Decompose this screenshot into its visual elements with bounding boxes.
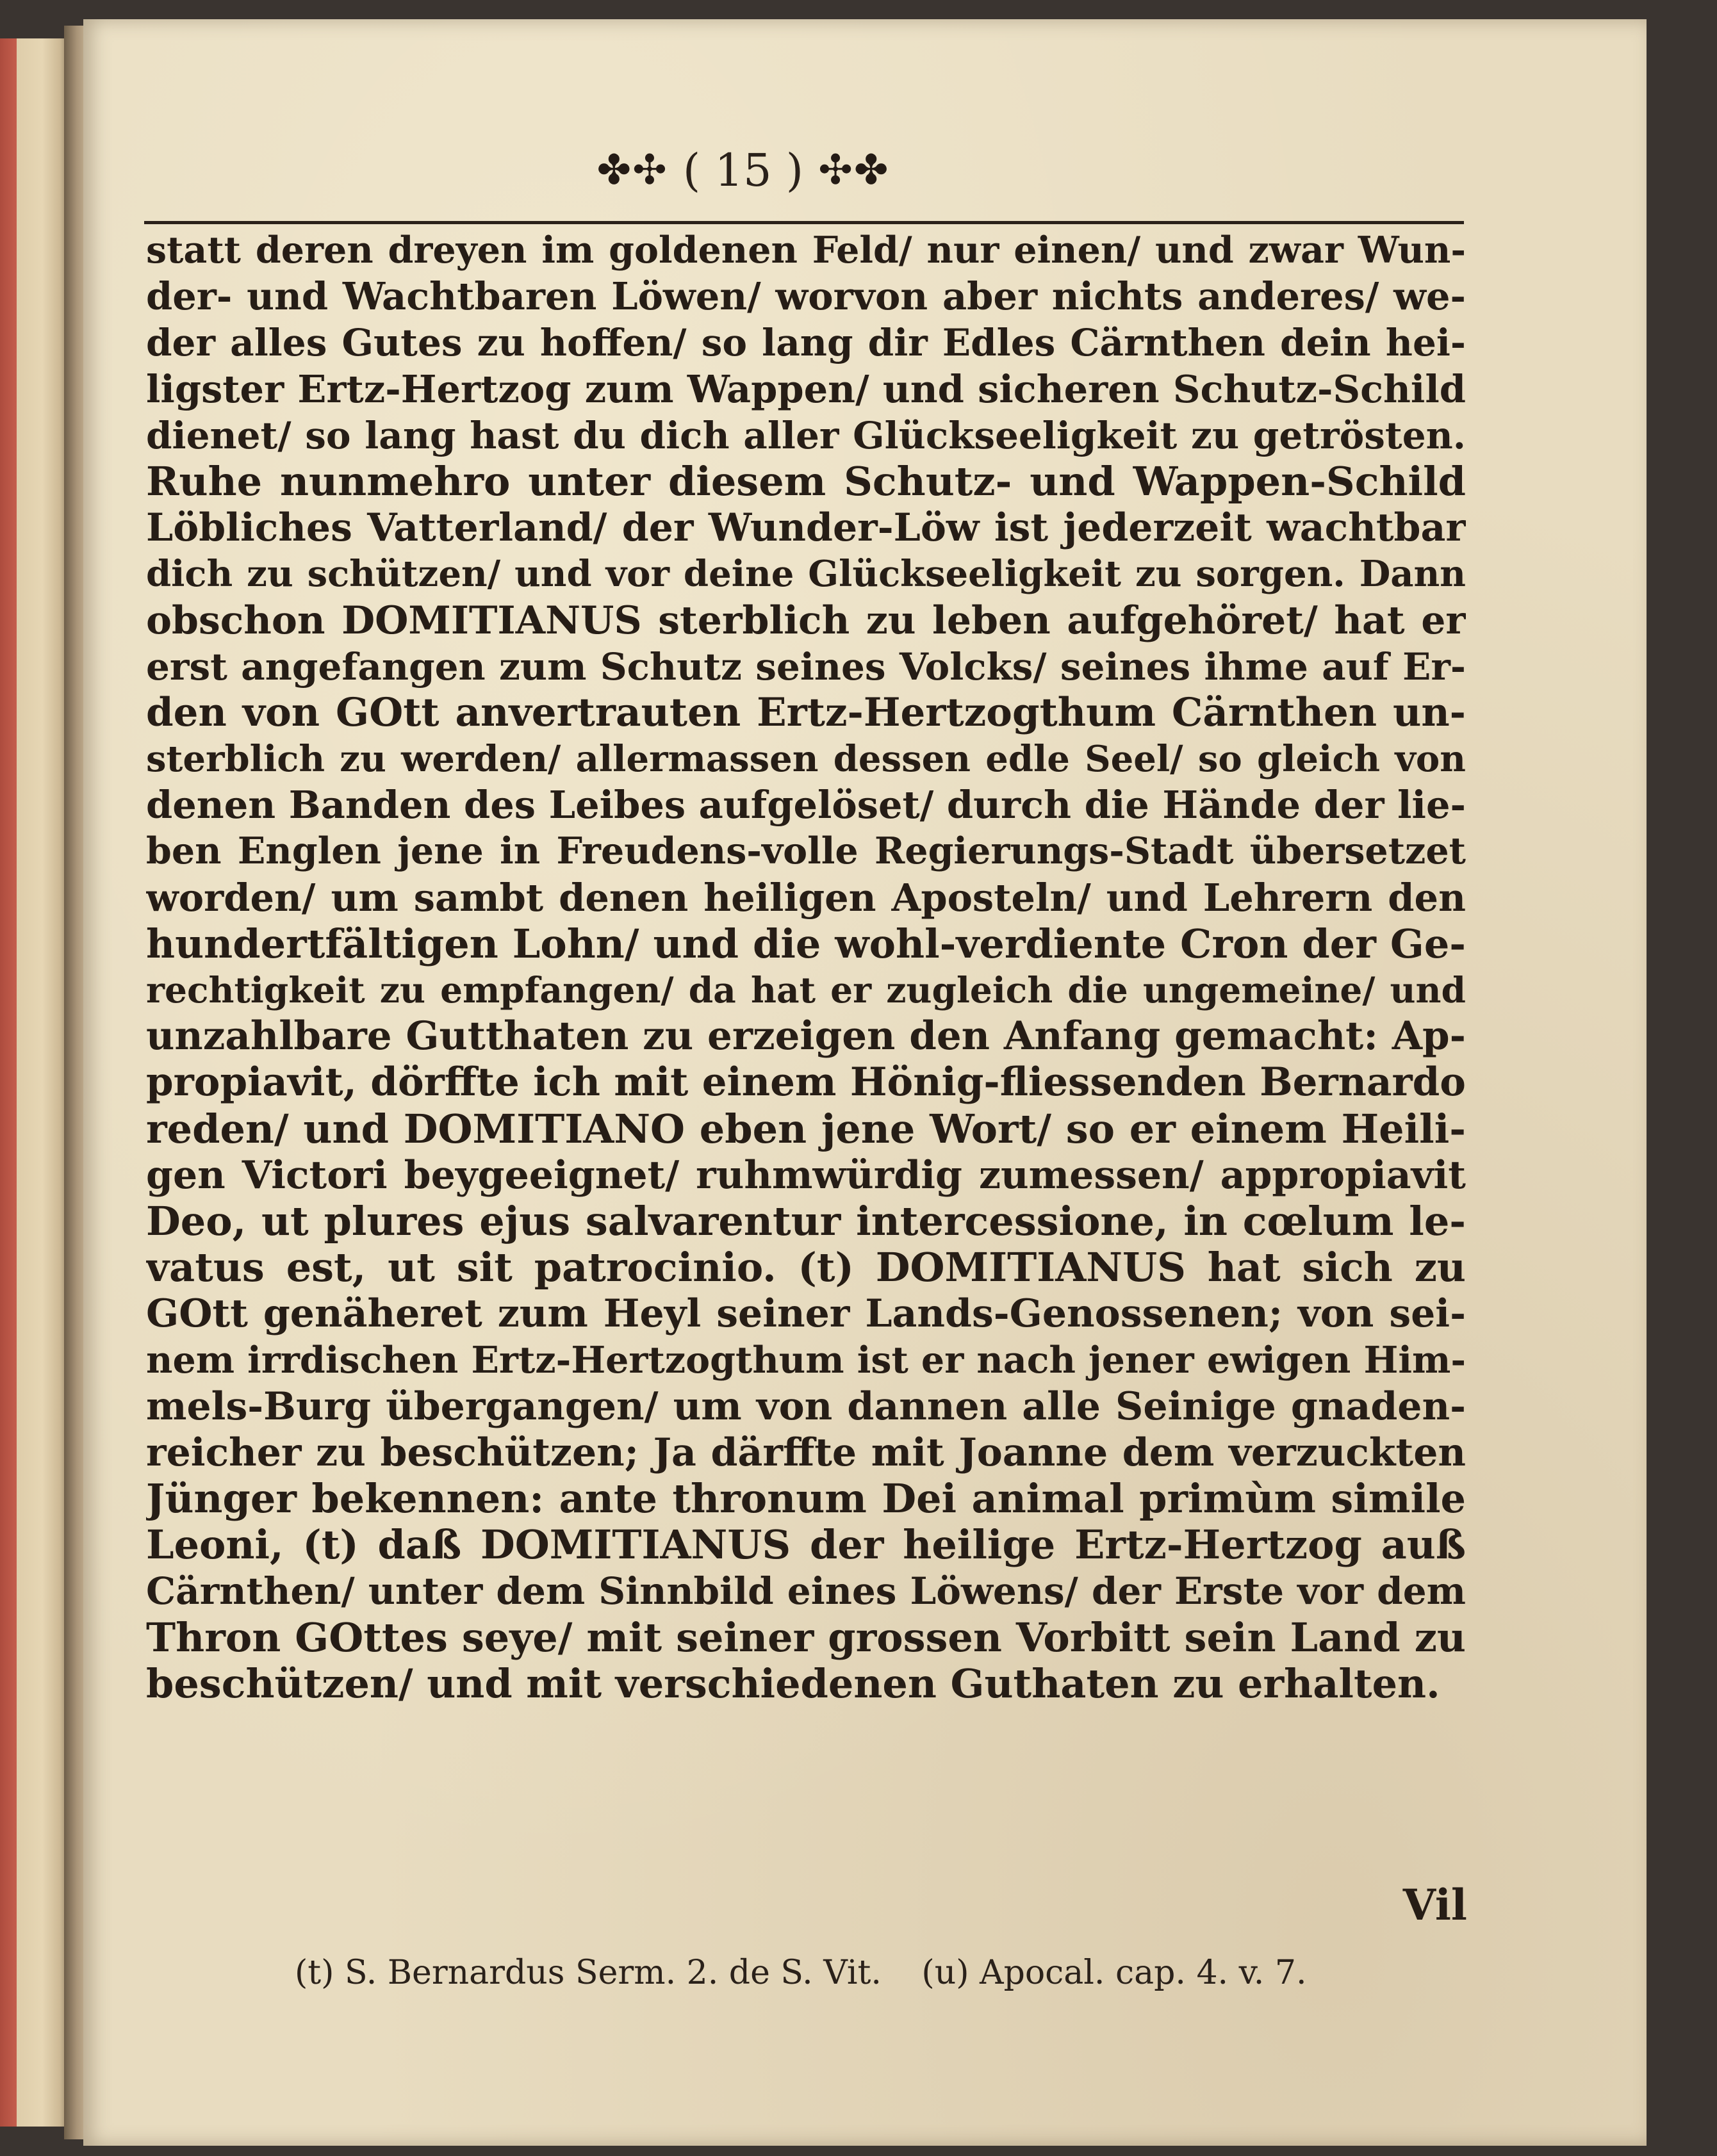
- text-line: Cärnthen/ unter dem Sinnbild eines Löwens/ der Erste vor dem: [146, 1569, 1466, 1613]
- text-line: Leoni, (t) daß DOMITIANUS der heilige Ertz-Hertzog auß: [146, 1522, 1466, 1569]
- text-line: dich zu schützen/ und vor deine Glückseeligkeit zu sorgen. Dann: [146, 553, 1466, 596]
- text-line: GOtt genäheret zum Heyl seiner Lands-Genossenen; von sei-: [146, 1291, 1466, 1337]
- text-line: propiavit, dörffte ich mit einem Hönig-fliessenden Bernardo: [146, 1059, 1466, 1106]
- text-line-last: beschützen/ und mit verschiedenen Guthaten zu erhalten.: [146, 1660, 1440, 1707]
- footnote-u: (u) Apocal. cap. 4. v. 7.: [921, 1954, 1307, 1992]
- catchword: Vil: [1402, 1880, 1467, 1930]
- page-header: [141, 144, 1345, 215]
- text-line: ligster Ertz-Hertzog zum Wappen/ und sicheren Schutz-Schild: [146, 366, 1466, 411]
- text-line: erst angefangen zum Schutz seines Volcks/ seines ihme auf Er-: [146, 644, 1466, 689]
- text-line: unzahlbare Gutthaten zu erzeigen den Anfang gemacht: Ap-: [146, 1013, 1466, 1059]
- text-line: Deo, ut plures ejus salvarentur intercessione, in cœlum le-: [146, 1198, 1466, 1245]
- text-line: nem irrdischen Ertz-Hertzogthum ist er nach jener ewigen Him-: [146, 1338, 1466, 1382]
- text-line: rechtigkeit zu empfangen/ da hat er zugleich die ungemeine/ und: [146, 969, 1466, 1011]
- text-line: Ruhe nunmehro unter diesem Schutz- und Wappen-Schild: [146, 458, 1466, 505]
- text-line: hundertfältigen Lohn/ und die wohl-verdiente Cron der Ge-: [146, 920, 1466, 967]
- text-line: statt deren dreyen im goldenen Feld/ nur einen/ und zwar Wun-: [146, 229, 1466, 272]
- text-line: vatus est, ut sit patrocinio. (t) DOMITIANUS hat sich zu: [146, 1245, 1466, 1291]
- left-ornament-icon: ✤✣: [596, 147, 668, 194]
- main-text-block: [146, 227, 1466, 1707]
- text-line: ben Englen jene in Freudens-volle Regierungs-Stadt übersetzet: [146, 829, 1466, 873]
- text-line: dienet/ so lang hast du dich aller Glückseeligkeit zu getrösten.: [146, 413, 1466, 457]
- text-line: Jünger bekennen: ante thronum Dei animal primùm simile: [146, 1476, 1466, 1523]
- text-line: sterblich zu werden/ allermassen dessen edle Seel/ so gleich von: [146, 738, 1466, 781]
- text-line: Thron GOttes seye/ mit seiner grossen Vorbitt sein Land zu: [146, 1614, 1466, 1661]
- text-line: reden/ und DOMITIANO eben jene Wort/ so er einem Heili-: [146, 1106, 1466, 1152]
- footnotes: [295, 1954, 1384, 1992]
- header-rule: [144, 221, 1464, 224]
- text-line: der- und Wachtbaren Löwen/ worvon aber nichts anderes/ we-: [146, 274, 1466, 319]
- footnote-t: (t) S. Bernardus Serm. 2. de S. Vit.: [295, 1954, 882, 1992]
- text-line: worden/ um sambt denen heiligen Aposteln/ und Lehrern den: [146, 875, 1466, 920]
- text-line: Löbliches Vatterland/ der Wunder-Löw ist jederzeit wachtbar: [146, 505, 1466, 551]
- text-line: obschon DOMITIANUS sterblich zu leben aufgehöret/ hat er: [146, 598, 1466, 643]
- text-line: gen Victori beygeeignet/ ruhmwürdig zumessen/ appropiavit: [146, 1152, 1466, 1198]
- text-line: mels-Burg übergangen/ um von dannen alle Seinige gnaden-: [146, 1384, 1466, 1429]
- page-number: ( 15 ): [682, 144, 804, 197]
- red-page-edge: [0, 38, 17, 2127]
- text-line: denen Banden des Leibes aufgelöset/ durch die Hände der lie-: [146, 783, 1466, 828]
- text-line: den von GOtt anvertrauten Ertz-Hertzogthum Cärnthen un-: [146, 689, 1466, 735]
- text-line: der alles Gutes zu hoffen/ so lang dir Edles Cärnthen dein hei-: [146, 321, 1466, 365]
- right-ornament-icon: ✣✤: [818, 147, 890, 194]
- text-line: reicher zu beschützen; Ja därffte mit Joanne dem verzuckten: [146, 1430, 1466, 1475]
